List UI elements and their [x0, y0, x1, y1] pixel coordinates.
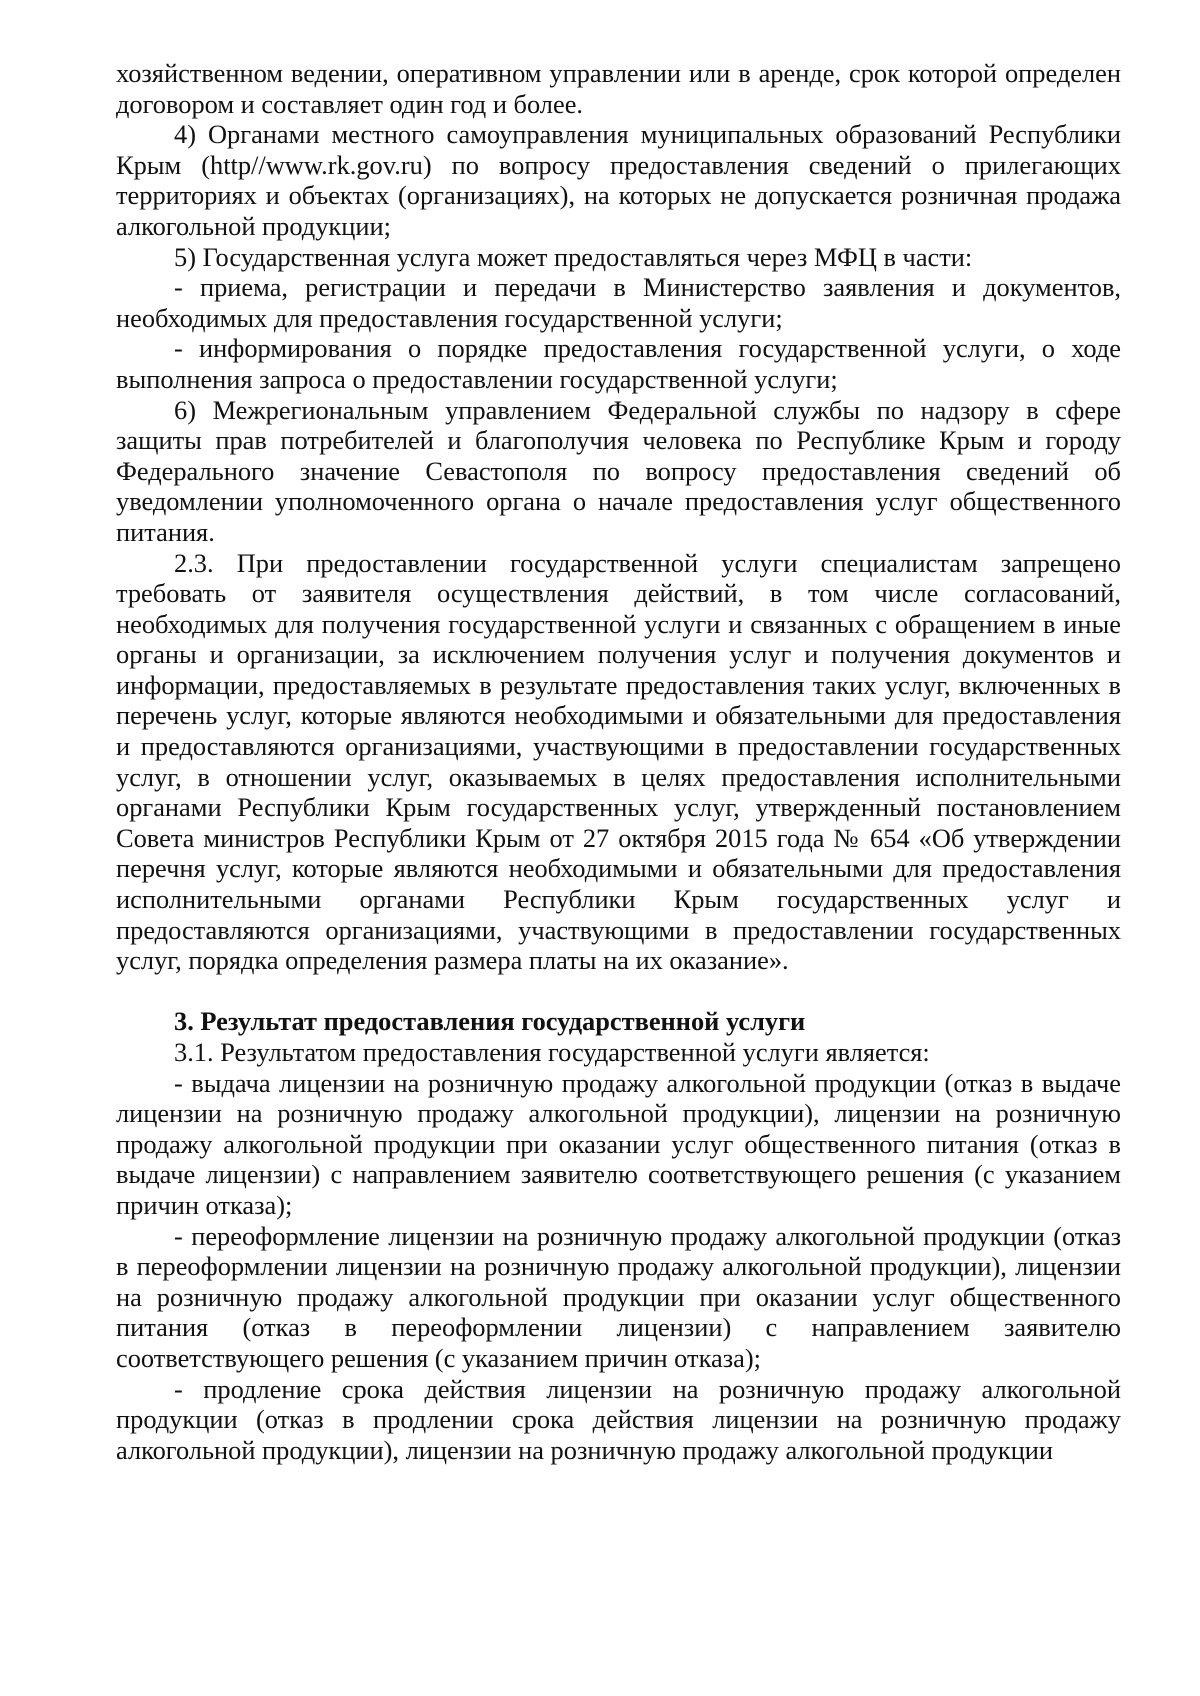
blank-line: [116, 976, 1121, 1007]
paragraphs-after: [116, 1037, 1121, 1465]
paragraph: - продление срока действия лицензии на розничную продажу алкогольной продукции (отказ в продлении срока действия лицензии на розничную продажу алкогольной продукции), лицензии на розничную продажу алкогольной продукции: [116, 1373, 1121, 1465]
paragraph: хозяйственном ведении, оперативном управлении или в аренде, срок которой определен договором и составляет один год и более.: [116, 58, 1121, 119]
paragraph: 4) Органами местного самоуправления муниципальных образований Республики Крым (http//www.rk.gov.ru) по вопросу предоставления сведений о прилегающих территориях и объектах (организациях), на которых не допускается розничная продажа алкогольной продукции;: [116, 119, 1121, 241]
paragraph: - выдача лицензии на розничную продажу алкогольной продукции (отказ в выдаче лицензии на розничную продажу алкогольной продукции), лицензии на розничную продажу алкогольной продукции при оказании услуг общественного питания (отказ в выдаче лицензии) с направлением заявителю соответствующего решения (с указанием причин отказа);: [116, 1067, 1121, 1220]
paragraph: 6) Межрегиональным управлением Федеральной службы по надзору в сфере защиты прав потребителей и благополучия человека по Республике Крым и городу Федерального значение Севастополя по вопросу предоставления сведений об уведомлении уполномоченного органа о начале предоставления услуг общественного питания.: [116, 394, 1121, 547]
paragraph: - информирования о порядке предоставления государственной услуги, о ходе выполнения запроса о предоставлении государственной услуги;: [116, 333, 1121, 394]
paragraphs-before: [116, 58, 1121, 976]
paragraph: 2.3. При предоставлении государственной услуги специалистам запрещено требовать от заявителя осуществления действий, в том числе согласований, необходимых для получения государственной услуги и связанных с обращением в иные органы и организации, за исключением получения услуг и получения документов и информации, предоставляемых в результате предоставления таких услуг, включенных в перечень услуг, которые являются необходимыми и обязательными для предоставления и предоставляются организациями, участвующими в предоставлении государственных услуг, в отношении услуг, оказываемых в целях предоставления исполнительными органами Республики Крым государственных услуг, утвержденный постановлением Совета министров Республики Крым от 27 октября 2015 года № 654 «Об утверждении перечня услуг, которые являются необходимыми и обязательными для предоставления исполнительными органами Республики Крым государственных услуг и предоставляются организациями, участвующими в предоставлении государственных услуг, порядка определения размера платы на их оказание».: [116, 547, 1121, 976]
paragraph: 5) Государственная услуга может предоставляться через МФЦ в части:: [174, 241, 973, 272]
section-heading: 3. Результат предоставления государственной услуги: [174, 1006, 806, 1037]
document-page: [116, 58, 1121, 1465]
paragraph: - переоформление лицензии на розничную продажу алкогольной продукции (отказ в переоформлении лицензии на розничную продажу алкогольной продукции), лицензии на розничную продажу алкогольной продукции при оказании услуг общественного питания (отказ в переоформлении лицензии) с направлением заявителю соответствующего решения (с указанием причин отказа);: [116, 1220, 1121, 1373]
paragraph: - приема, регистрации и передачи в Министерство заявления и документов, необходимых для предоставления государственной услуги;: [116, 272, 1121, 333]
paragraph: 3.1. Результатом предоставления государственной услуги является:: [174, 1037, 930, 1067]
